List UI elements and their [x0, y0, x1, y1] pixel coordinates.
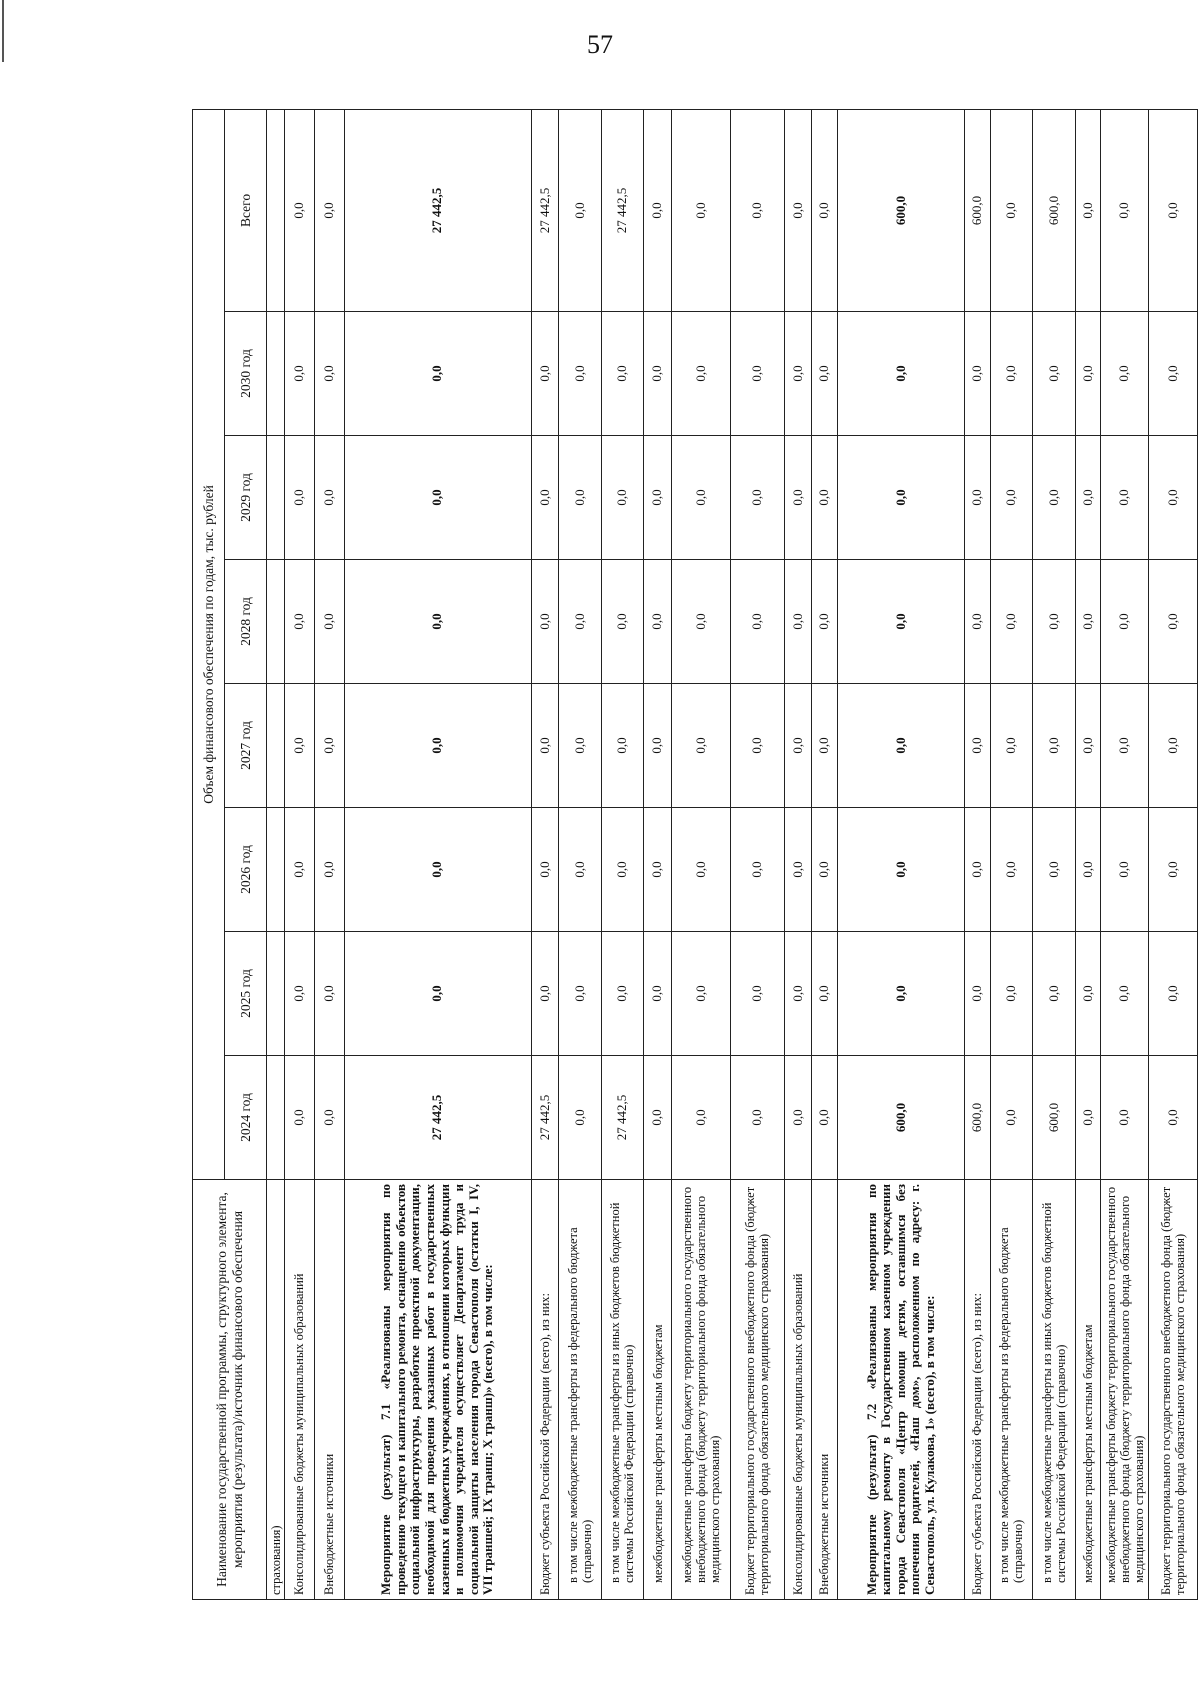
row-year-value: 0,0 — [731, 436, 784, 560]
row-year-value: 0,0 — [731, 1056, 784, 1180]
row-year-value: 600,0 — [965, 1056, 991, 1180]
row-year-value: 0,0 — [531, 560, 559, 684]
row-year-value: 0,0 — [671, 808, 731, 932]
row-year-value: 0,0 — [990, 808, 1033, 932]
header-year: 2028 год — [225, 560, 267, 684]
row-year-value: 0,0 — [812, 436, 838, 560]
row-year-value: 0,0 — [314, 932, 344, 1056]
header-name-column: Наименование государственной программы, структурного элемента, мероприятия (результата)/источник финансового обеспечения — [193, 1180, 267, 1600]
row-year-value: 0,0 — [1033, 808, 1076, 932]
row-year-value: 0,0 — [1075, 560, 1101, 684]
row-year-value: 0,0 — [644, 932, 672, 1056]
row-year-value: 0,0 — [1148, 560, 1197, 684]
row-label: Бюджет субъекта Российской Федерации (всего), из них: — [965, 1180, 991, 1600]
row-year-value: 0,0 — [731, 684, 784, 808]
row-year-value: 0,0 — [671, 932, 731, 1056]
row-year-value: 0,0 — [601, 560, 644, 684]
row-year-value: 0,0 — [559, 560, 602, 684]
row-year-value: 0,0 — [559, 1056, 602, 1180]
row-year-value: 0,0 — [965, 560, 991, 684]
row-year-value: 0,0 — [1148, 932, 1197, 1056]
row-year-value — [267, 312, 285, 436]
row-year-value: 0,0 — [1101, 312, 1149, 436]
row-label: Бюджет территориального государственного внебюджетного фонда (бюджет территориального фонда обязательного медицинского страхования) — [1148, 1180, 1197, 1600]
table-row — [812, 109, 838, 1599]
table-row — [1033, 109, 1076, 1599]
row-year-value: 0,0 — [1101, 932, 1149, 1056]
row-total-value: 0,0 — [1148, 109, 1197, 311]
row-year-value: 0,0 — [344, 684, 531, 808]
table-row — [531, 109, 559, 1599]
row-year-value: 0,0 — [812, 932, 838, 1056]
row-total-value: 600,0 — [1033, 109, 1076, 311]
row-year-value: 0,0 — [1033, 560, 1076, 684]
table-row — [1075, 109, 1101, 1599]
row-year-value: 0,0 — [314, 808, 344, 932]
header-financing-group: Объем финансового обеспечения по годам, тыс. рублей — [193, 109, 225, 1179]
row-label: в том числе межбюджетные трансферты из федерального бюджета (справочно) — [990, 1180, 1033, 1600]
row-year-value: 0,0 — [601, 436, 644, 560]
row-year-value: 0,0 — [784, 808, 812, 932]
row-year-value: 0,0 — [671, 560, 731, 684]
row-label: Внебюджетные источники — [812, 1180, 838, 1600]
row-label: межбюджетные трансферты местным бюджетам — [1075, 1180, 1101, 1600]
row-year-value: 0,0 — [1101, 684, 1149, 808]
row-year-value: 27 442,5 — [531, 1056, 559, 1180]
row-year-value: 0,0 — [784, 312, 812, 436]
row-total-value: 0,0 — [559, 109, 602, 311]
row-year-value: 0,0 — [285, 808, 315, 932]
row-year-value: 0,0 — [559, 436, 602, 560]
row-year-value: 0,0 — [559, 684, 602, 808]
row-year-value: 0,0 — [1075, 312, 1101, 436]
row-year-value — [267, 808, 285, 932]
row-year-value: 0,0 — [1101, 560, 1149, 684]
row-year-value: 0,0 — [644, 684, 672, 808]
table-row — [731, 109, 784, 1599]
row-total-value: 0,0 — [990, 109, 1033, 311]
row-year-value: 0,0 — [531, 932, 559, 1056]
row-year-value: 0,0 — [784, 1056, 812, 1180]
row-total-value: 0,0 — [285, 109, 315, 311]
header-year: 2029 год — [225, 436, 267, 560]
header-year: 2030 год — [225, 312, 267, 436]
row-year-value: 0,0 — [344, 808, 531, 932]
row-year-value — [267, 684, 285, 808]
row-year-value: 0,0 — [559, 312, 602, 436]
row-year-value: 0,0 — [837, 808, 965, 932]
header-year: 2027 год — [225, 684, 267, 808]
row-year-value: 0,0 — [644, 436, 672, 560]
row-year-value: 0,0 — [731, 560, 784, 684]
row-year-value: 0,0 — [344, 560, 531, 684]
row-year-value: 0,0 — [344, 312, 531, 436]
row-year-value: 0,0 — [1148, 312, 1197, 436]
row-year-value: 0,0 — [837, 560, 965, 684]
row-year-value: 0,0 — [531, 312, 559, 436]
row-year-value: 0,0 — [837, 684, 965, 808]
row-year-value: 0,0 — [837, 932, 965, 1056]
row-year-value — [267, 932, 285, 1056]
row-year-value: 0,0 — [965, 932, 991, 1056]
row-year-value: 0,0 — [1075, 436, 1101, 560]
row-year-value: 0,0 — [837, 312, 965, 436]
row-total-value: 600,0 — [965, 109, 991, 311]
row-label: Мероприятие (результат) 7.1 «Реализованы мероприятия по проведению текущего и капитального ремонта, оснащению объектов социальной инфраструктуры, разработке проектной документации, необходимой для проведения указанных работ в государственных казенных и бюджетных учреждениях, в отношении которых функции и полномочия учредителя осуществляет Департамент труда и социальной защиты населения города Севастополя (остатки I, IV, VII траншей; IX транш; X транш)» (всего), в том числе: — [344, 1180, 531, 1600]
row-year-value: 0,0 — [812, 560, 838, 684]
row-year-value: 0,0 — [285, 560, 315, 684]
row-year-value: 0,0 — [990, 436, 1033, 560]
header-year: 2026 год — [225, 808, 267, 932]
row-year-value: 0,0 — [285, 312, 315, 436]
table-row — [559, 109, 602, 1599]
row-year-value: 0,0 — [1075, 808, 1101, 932]
row-label: Бюджет территориального государственного внебюджетного фонда (бюджет территориального фонда обязательного медицинского страхования) — [731, 1180, 784, 1600]
row-label: Консолидированные бюджеты муниципальных образований — [784, 1180, 812, 1600]
row-label: Мероприятие (результат) 7.2 «Реализованы мероприятия по капитальному ремонту в Государственном казенном учреждении города Севастополя «Центр помощи детям, оставшимся без попечения родителей, «Наш дом», расположенном по адресу: г. Севастополь, ул. Кулакова, 1» (всего), в том числе: — [837, 1180, 965, 1600]
row-year-value: 0,0 — [314, 436, 344, 560]
row-year-value: 0,0 — [731, 312, 784, 436]
row-year-value: 0,0 — [965, 684, 991, 808]
row-year-value: 0,0 — [314, 312, 344, 436]
row-year-value: 0,0 — [531, 808, 559, 932]
row-total-value: 0,0 — [812, 109, 838, 311]
row-year-value: 0,0 — [784, 932, 812, 1056]
table-row — [644, 109, 672, 1599]
row-year-value: 600,0 — [1033, 1056, 1076, 1180]
table-row — [314, 109, 344, 1599]
row-year-value: 600,0 — [837, 1056, 965, 1180]
row-year-value: 0,0 — [644, 312, 672, 436]
row-year-value: 0,0 — [559, 808, 602, 932]
row-year-value: 0,0 — [1033, 684, 1076, 808]
row-label: Консолидированные бюджеты муниципальных образований — [285, 1180, 315, 1600]
row-year-value: 0,0 — [344, 932, 531, 1056]
row-total-value: 600,0 — [837, 109, 965, 311]
table-row — [1101, 109, 1149, 1599]
table-row — [784, 109, 812, 1599]
row-year-value: 0,0 — [644, 808, 672, 932]
row-year-value: 0,0 — [812, 808, 838, 932]
row-year-value: 0,0 — [990, 684, 1033, 808]
row-year-value: 0,0 — [1033, 932, 1076, 1056]
row-year-value: 0,0 — [1075, 684, 1101, 808]
row-year-value: 0,0 — [965, 312, 991, 436]
row-year-value: 0,0 — [601, 312, 644, 436]
rotated-table-container — [192, 110, 1198, 1600]
row-year-value: 0,0 — [644, 1056, 672, 1180]
row-year-value: 0,0 — [531, 436, 559, 560]
row-year-value: 0,0 — [285, 436, 315, 560]
row-label: в том числе межбюджетные трансферты из иных бюджетов бюджетной системы Российской Федерации (справочно) — [1033, 1180, 1076, 1600]
row-year-value — [267, 560, 285, 684]
row-label: Внебюджетные источники — [314, 1180, 344, 1600]
row-year-value: 0,0 — [812, 684, 838, 808]
row-year-value: 0,0 — [314, 560, 344, 684]
row-year-value: 0,0 — [837, 436, 965, 560]
row-year-value: 0,0 — [644, 560, 672, 684]
row-year-value: 0,0 — [990, 560, 1033, 684]
row-year-value: 0,0 — [784, 560, 812, 684]
row-total-value: 27 442,5 — [344, 109, 531, 311]
row-total-value: 0,0 — [314, 109, 344, 311]
row-year-value: 0,0 — [1148, 436, 1197, 560]
row-year-value: 0,0 — [671, 436, 731, 560]
row-year-value: 0,0 — [812, 312, 838, 436]
row-year-value: 0,0 — [731, 932, 784, 1056]
row-label: в том числе межбюджетные трансферты из федерального бюджета (справочно) — [559, 1180, 602, 1600]
row-year-value: 27 442,5 — [344, 1056, 531, 1180]
row-total-value: 0,0 — [1075, 109, 1101, 311]
row-year-value: 27 442,5 — [601, 1056, 644, 1180]
row-label: межбюджетные трансферты бюджету территориального государственного внебюджетного фонда (бюджету территориального фонда обязательного медицинского страхования) — [1101, 1180, 1149, 1600]
row-year-value: 0,0 — [285, 684, 315, 808]
table-row — [601, 109, 644, 1599]
row-year-value — [267, 1056, 285, 1180]
row-year-value: 0,0 — [1033, 312, 1076, 436]
row-year-value: 0,0 — [285, 932, 315, 1056]
row-year-value: 0,0 — [784, 684, 812, 808]
row-year-value: 0,0 — [314, 684, 344, 808]
row-year-value: 0,0 — [671, 1056, 731, 1180]
row-year-value: 0,0 — [965, 808, 991, 932]
header-total: Всего — [225, 109, 267, 311]
header-year: 2024 год — [225, 1056, 267, 1180]
row-year-value: 0,0 — [990, 312, 1033, 436]
table-body — [267, 109, 1198, 1599]
row-year-value — [267, 436, 285, 560]
row-year-value: 0,0 — [671, 312, 731, 436]
row-year-value: 0,0 — [1148, 808, 1197, 932]
row-year-value: 0,0 — [344, 436, 531, 560]
row-year-value: 0,0 — [1075, 932, 1101, 1056]
row-year-value: 0,0 — [601, 932, 644, 1056]
table-row — [965, 109, 991, 1599]
row-year-value: 0,0 — [559, 932, 602, 1056]
row-total-value: 0,0 — [671, 109, 731, 311]
row-year-value: 0,0 — [1148, 1056, 1197, 1180]
row-year-value: 0,0 — [1101, 1056, 1149, 1180]
row-year-value: 0,0 — [784, 436, 812, 560]
row-year-value: 0,0 — [1101, 436, 1149, 560]
row-year-value: 0,0 — [1033, 436, 1076, 560]
table-row — [344, 109, 531, 1599]
table-row — [990, 109, 1033, 1599]
row-label: в том числе межбюджетные трансферты из иных бюджетов бюджетной системы Российской Федерации (справочно) — [601, 1180, 644, 1600]
row-year-value: 0,0 — [601, 808, 644, 932]
row-total-value: 27 442,5 — [531, 109, 559, 311]
header-year: 2025 год — [225, 932, 267, 1056]
row-year-value: 0,0 — [285, 1056, 315, 1180]
financing-table — [192, 109, 1198, 1600]
row-year-value: 0,0 — [965, 436, 991, 560]
row-total-value: 0,0 — [784, 109, 812, 311]
row-total-value: 0,0 — [731, 109, 784, 311]
row-label: страхования) — [267, 1180, 285, 1600]
table-row — [671, 109, 731, 1599]
row-year-value: 0,0 — [601, 684, 644, 808]
row-total-value: 0,0 — [1101, 109, 1149, 311]
row-year-value: 0,0 — [1101, 808, 1149, 932]
row-total-value — [267, 109, 285, 311]
row-total-value: 0,0 — [644, 109, 672, 311]
row-label: межбюджетные трансферты местным бюджетам — [644, 1180, 672, 1600]
row-total-value: 27 442,5 — [601, 109, 644, 311]
row-year-value: 0,0 — [531, 684, 559, 808]
row-year-value: 0,0 — [731, 808, 784, 932]
row-year-value: 0,0 — [812, 1056, 838, 1180]
row-year-value: 0,0 — [990, 932, 1033, 1056]
row-year-value: 0,0 — [1075, 1056, 1101, 1180]
page-number: 57 — [587, 30, 613, 59]
row-year-value: 0,0 — [671, 684, 731, 808]
row-year-value: 0,0 — [314, 1056, 344, 1180]
table-row — [837, 109, 965, 1599]
table-row — [285, 109, 315, 1599]
row-label: межбюджетные трансферты бюджету территориального государственного внебюджетного фонда (бюджету территориального фонда обязательного медицинского страхования) — [671, 1180, 731, 1600]
row-year-value: 0,0 — [990, 1056, 1033, 1180]
table-row — [267, 109, 285, 1599]
row-label: Бюджет субъекта Российской Федерации (всего), из них: — [531, 1180, 559, 1600]
row-year-value: 0,0 — [1148, 684, 1197, 808]
table-row — [1148, 109, 1197, 1599]
